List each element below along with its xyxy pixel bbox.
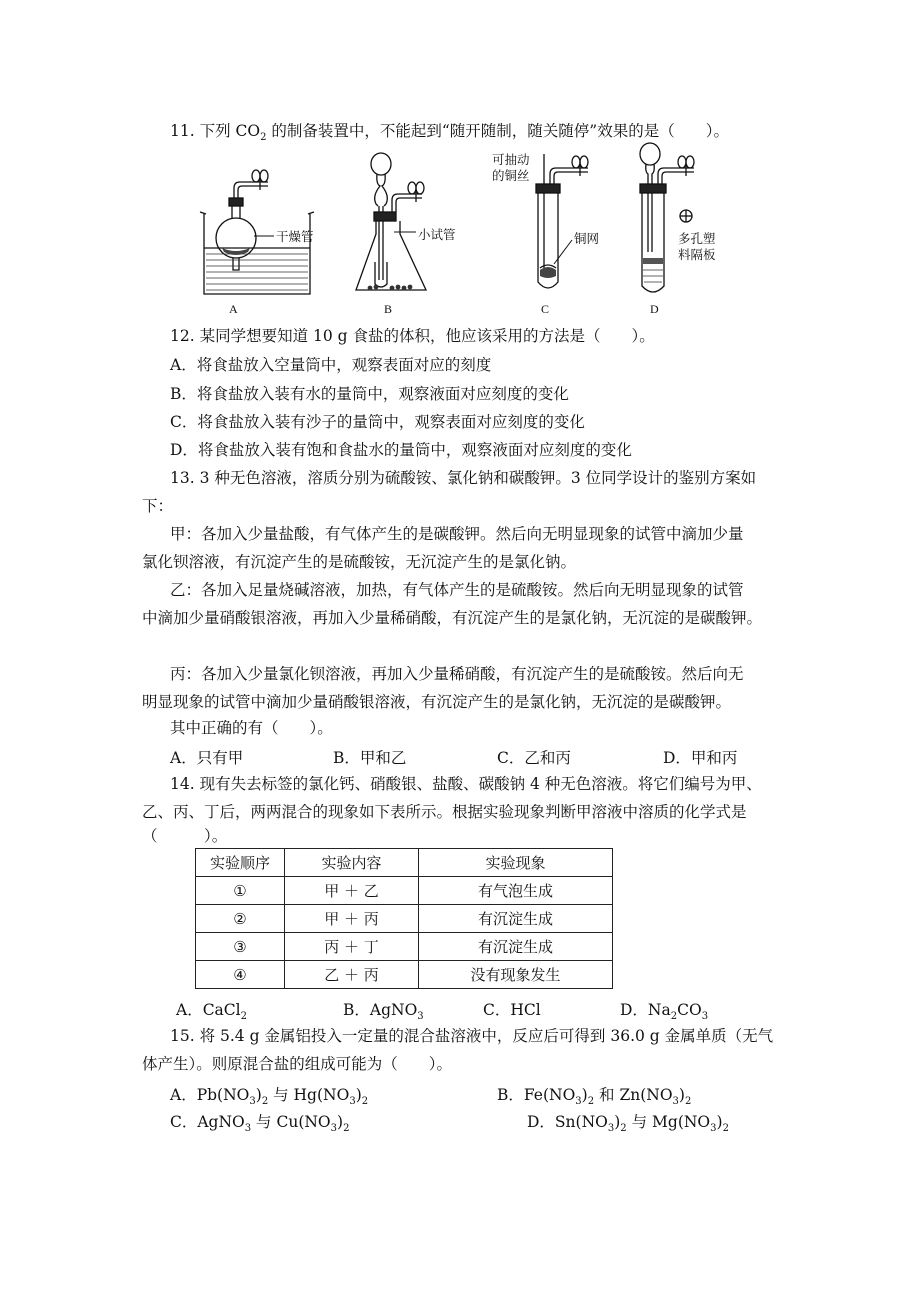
q14-stem-line2: 乙、丙、丁后，两两混合的现象如下表所示。根据实验现象判断甲溶液中溶质的化学式是: [142, 803, 747, 821]
table-cell: 甲 ＋ 乙: [285, 877, 419, 905]
table-cell: 有沉淀生成: [419, 905, 613, 933]
apparatus-d-figure: [628, 140, 708, 300]
callout-movable-copper-wire-1: 可抽动: [492, 152, 530, 167]
q13-scheme-jia-line1: 甲：各加入少量盐酸，有气体产生的是碳酸钾。然后向无明显现象的试管中滴加少量: [170, 525, 744, 543]
q13-ask: 其中正确的有（ ）。: [170, 719, 333, 737]
table-row: [196, 961, 613, 989]
table-row: [196, 933, 613, 961]
q13-option-d: D．甲和丙: [663, 749, 738, 767]
q14-option-b: B．AgNO$_3$: [343, 1001, 424, 1023]
q14-experiment-table: [195, 848, 613, 989]
q13-stem-line2: 下：: [142, 497, 174, 515]
table-cell: 有沉淀生成: [419, 933, 613, 961]
q12-option-d: D．将食盐放入装有饱和食盐水的量筒中，观察液面对应刻度的变化: [170, 441, 632, 459]
q13-option-a: A．只有甲: [170, 749, 244, 767]
callout-movable-copper-wire-2: 的铜丝: [492, 168, 530, 183]
figure-label-c: C: [541, 302, 550, 316]
q12-option-b: B．将食盐放入装有水的量筒中，观察液面对应刻度的变化: [170, 385, 569, 403]
apparatus-b-figure: [348, 150, 448, 300]
q14-option-d: D．$Na_2CO_3$: [620, 1001, 709, 1023]
callout-drying-tube: 干燥管: [276, 229, 314, 244]
table-cell: 丙 ＋ 丁: [285, 933, 419, 961]
q12-stem: 12. 某同学想要知道 10 g 食盐的体积，他应该采用的方法是（ ）。: [170, 327, 655, 345]
table-header-cell: 实验内容: [285, 849, 419, 877]
table-cell: 有气泡生成: [419, 877, 613, 905]
table-cell: 没有现象发生: [419, 961, 613, 989]
q13-scheme-bing-line2: 明显现象的试管中滴加少量硝酸银溶液，有沉淀产生的是氯化钠，无沉淀的是碳酸钾。: [142, 693, 732, 711]
callout-copper-net: 铜网: [574, 231, 600, 246]
callout-porous-plate-1: 多孔塑: [678, 231, 716, 246]
q14-option-a: A．CaCl$_2$: [176, 1001, 247, 1023]
table-row: [196, 905, 613, 933]
q14-stem-line1: 14. 现有失去标签的氯化钙、硝酸银、盐酸、碳酸钠 4 种无色溶液。将它们编号为甲、: [170, 775, 762, 793]
q12-option-a: A．将食盐放入空量筒中，观察表面对应的刻度: [170, 356, 492, 374]
table-cell: ①: [196, 877, 285, 905]
q12-option-c: C．将食盐放入装有沙子的量筒中，观察表面对应刻度的变化: [170, 413, 585, 431]
figure-label-a: A: [229, 302, 238, 316]
q15-option-d: D．$Sn(NO_3)_2$ 与 $Mg(NO_3)_2$: [527, 1113, 729, 1135]
q15-stem-line1: 15. 将 5.4 g 金属铝投入一定量的混合盐溶液中，反应后可得到 36.0 g 金属单质（无气: [170, 1027, 774, 1045]
q14-stem-line3: （ ）。: [142, 827, 228, 845]
figure-label-b: B: [384, 302, 393, 316]
q13-option-b: B．甲和乙: [333, 749, 407, 767]
q13-scheme-yi-line1: 乙：各加入足量烧碱溶液，加热，有气体产生的是硫酸铵。然后向无明显现象的试管: [170, 581, 744, 599]
q15-option-a: A．$Pb(NO_3)_2$ 与 $Hg(NO_3)_2$: [170, 1086, 369, 1108]
figure-label-d: D: [650, 302, 659, 316]
q15-option-c: C．AgNO$_3$ 与 $Cu(NO_3)_2$: [170, 1113, 350, 1135]
q14-option-c: C．HCl: [483, 1001, 541, 1019]
table-cell: 乙 ＋ 丙: [285, 961, 419, 989]
q13-scheme-yi-line2: 中滴加少量硝酸银溶液，再加入少量稀硝酸，有沉淀产生的是氯化钠，无沉淀的是碳酸钾。: [142, 609, 763, 627]
table-cell: ②: [196, 905, 285, 933]
table-cell: ④: [196, 961, 285, 989]
table-header-row: [196, 849, 613, 877]
table-header-cell: 实验顺序: [196, 849, 285, 877]
q13-scheme-bing-line1: 丙：各加入少量氯化钡溶液，再加入少量稀硝酸，有沉淀产生的是硫酸铵。然后向无: [170, 665, 744, 683]
q13-option-c: C．乙和丙: [497, 749, 571, 767]
apparatus-c-figure: [520, 154, 620, 300]
table-cell: ③: [196, 933, 285, 961]
q15-stem-line2: 体产生）。则原混合盐的组成可能为（ ）。: [142, 1055, 453, 1073]
callout-small-test-tube: 小试管: [418, 227, 456, 242]
table-header-cell: 实验现象: [419, 849, 613, 877]
callout-porous-plate-2: 料隔板: [678, 247, 716, 262]
q15-option-b: B．$Fe(NO_3)_2$ 和 $Zn(NO_3)_2$: [497, 1086, 692, 1108]
q13-stem-line1: 13. 3 种无色溶液，溶质分别为硫酸铵、氯化钠和碳酸钾。3 位同学设计的鉴别方案如: [170, 469, 757, 487]
q11-stem: 11. 下列 $CO_2$ 的制备装置中，不能起到“随开随制，随关随停”效果的是（ ）。: [170, 122, 729, 144]
table-row: [196, 877, 613, 905]
q13-scheme-jia-line2: 氯化钡溶液，有沉淀产生的是硫酸铵，无沉淀产生的是氯化钠。: [142, 553, 577, 571]
table-cell: 甲 ＋ 丙: [285, 905, 419, 933]
